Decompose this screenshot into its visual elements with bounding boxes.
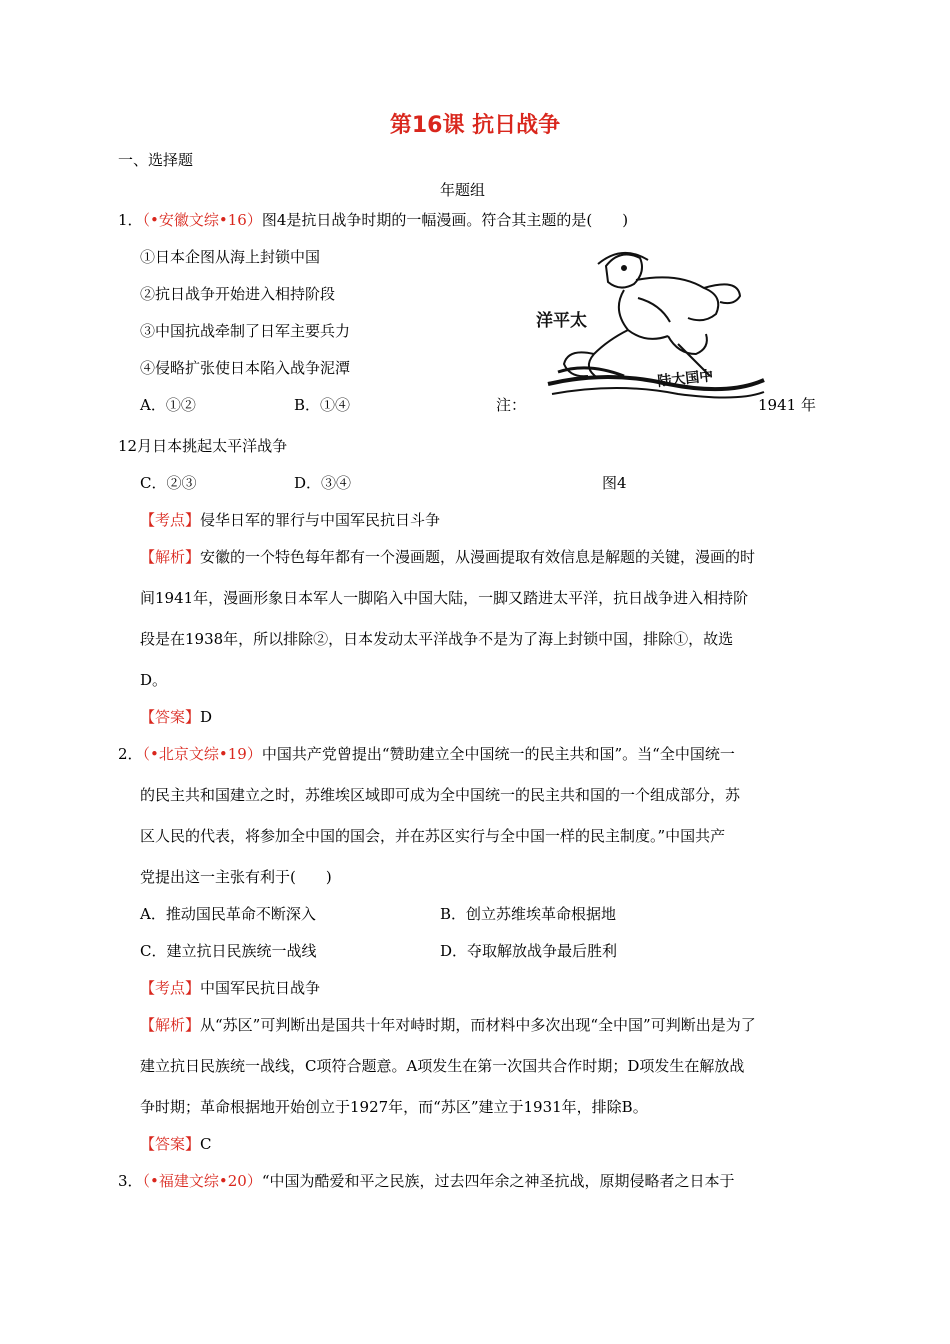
kaodian-text: 侵华日军的罪行与中国军民抗日斗争 [200, 511, 441, 529]
statement-4: ④侵略扩张使日本陷入战争泥潭 [140, 359, 351, 377]
option-a: A．①② [140, 396, 196, 414]
question-stem: 图4是抗日战争时期的一幅漫画。符合其主题的是( ) [261, 211, 629, 229]
question-source: （•北京文综•19） [142, 745, 262, 763]
question-2 [118, 744, 735, 764]
option-d: D．夺取解放战争最后胜利 [440, 942, 618, 960]
cartoon-label-china: 陆大国中 [656, 368, 715, 390]
question-source: （•福建文综•20） [142, 1172, 262, 1190]
statement-1: ①日本企图从海上封锁中国 [140, 248, 321, 266]
cartoon-label-pacific: 洋平太 [536, 311, 587, 331]
note-continuation: 12月日本挑起太平洋战争 [118, 437, 288, 455]
jiexi-line: 安徽的一个特色每年都有一个漫画题，从漫画提取有效信息是解题的关键，漫画的时 [200, 548, 756, 566]
note-year: 1941 年 [758, 396, 816, 414]
section-heading: 一、选择题 [118, 151, 194, 169]
question-1 [118, 210, 628, 230]
kaodian-label: 【考点】 [140, 979, 201, 997]
question-number: 1． [118, 211, 143, 229]
question-stem: “中国为酷爱和平之民族，过去四年余之神圣抗战，原期侵略者之日本于 [261, 1172, 735, 1190]
jiexi-line: 争时期；革命根据地开始创立于1927年，而“苏区”建立于1931年，排除B。 [140, 1098, 648, 1116]
question-number: 2． [118, 745, 143, 763]
option-a: A．推动国民革命不断深入 [140, 905, 316, 923]
question-number: 3． [118, 1172, 143, 1190]
question-stem-line: 的民主共和国建立之时，苏维埃区域即可成为全中国统一的民主共和国的一个组成部分，苏 [140, 786, 741, 804]
question-3 [118, 1171, 735, 1191]
option-b: B．①④ [294, 396, 351, 414]
option-b: B．创立苏维埃革命根据地 [440, 905, 617, 923]
cartoon-figure [528, 244, 768, 404]
q2-kaodian [140, 978, 320, 998]
jiexi-line: D。 [140, 671, 168, 689]
answer-value: C [200, 1135, 212, 1153]
jiexi-line: 从“苏区”可判断出是国共十年对峙时期，而材料中多次出现“全中国”可判断出是为了 [200, 1016, 756, 1034]
figure-caption: 图4 [602, 474, 627, 492]
jiexi-line: 间1941年，漫画形象日本军人一脚陷入中国大陆，一脚又踏进太平洋，抗日战争进入相持阶 [140, 589, 749, 607]
note-label: 注： [496, 396, 527, 414]
group-heading: 年题组 [440, 181, 486, 199]
answer-label: 【答案】 [140, 1135, 201, 1153]
question-source: （•安徽文综•16） [142, 211, 262, 229]
q1-kaodian [140, 510, 440, 530]
answer-label: 【答案】 [140, 708, 201, 726]
q1-answer [140, 707, 212, 727]
question-stem: 中国共产党曾提出“赞助建立全中国统一的民主共和国”。当“全中国统一 [261, 745, 735, 763]
option-c: C．建立抗日民族统一战线 [140, 942, 317, 960]
kaodian-label: 【考点】 [140, 511, 201, 529]
kaodian-text: 中国军民抗日战争 [200, 979, 321, 997]
statement-2: ②抗日战争开始进入相持阶段 [140, 285, 336, 303]
answer-value: D [200, 708, 213, 726]
jiexi-label: 【解析】 [140, 1016, 201, 1034]
statement-3: ③中国抗战牵制了日军主要兵力 [140, 322, 351, 340]
question-stem-line: 党提出这一主张有利于( ) [140, 868, 332, 886]
option-d: D．③④ [294, 474, 352, 492]
q2-jiexi [140, 1015, 756, 1035]
q1-jiexi [140, 547, 755, 567]
jiexi-line: 建立抗日民族统一战线，C项符合题意。A项发生在第一次国共合作时期；D项发生在解放战 [140, 1057, 745, 1075]
jiexi-line: 段是在1938年，所以排除②，日本发动太平洋战争不是为了海上封锁中国，排除①，故选 [140, 630, 734, 648]
jiexi-label: 【解析】 [140, 548, 201, 566]
option-c: C．②③ [140, 474, 197, 492]
question-stem-line: 区人民的代表，将参加全中国的国会，并在苏区实行与全中国一样的民主制度。”中国共产 [140, 827, 726, 845]
page-title: 第16课 抗日战争 [389, 113, 561, 138]
cartoon-soldier [564, 253, 740, 378]
q2-answer [140, 1134, 212, 1154]
